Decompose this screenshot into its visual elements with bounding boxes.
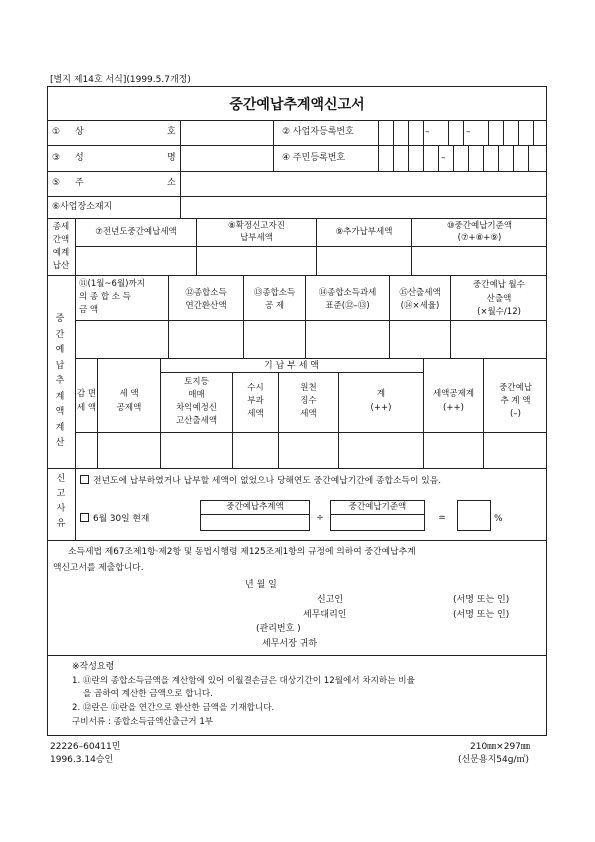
land-gain-tax-field[interactable] [161,433,232,467]
section-side-label: 신고사유 [56,474,66,529]
rule [393,120,394,145]
field-label-num: ① [52,127,61,137]
col-header-land-b: 매매 [188,390,205,400]
monthly-amount-field[interactable] [451,321,546,357]
rule [47,275,547,276]
col-header-land-d: 고산출세액 [175,416,218,426]
additional-tax-field[interactable] [317,247,411,274]
col-header-15b: (⑭×세율) [400,301,440,311]
col-header-13b: 공 제 [264,301,285,311]
income-deduction-field[interactable] [244,321,305,357]
computed-tax-field[interactable] [390,321,450,357]
rule [453,145,454,171]
rule [330,514,425,515]
rule [438,145,439,171]
notes-heading: ※작성요령 [72,662,115,672]
signature-slot-2[interactable]: (서명 또는 인) [453,610,510,620]
col-header-11b: 의 종 합 소 득 [79,292,131,302]
signature-slot-1[interactable]: (서명 또는 인) [453,595,510,605]
form-title: 중간예납추계액신고서 [229,97,365,113]
col-header-land-c: 차익예정신 [175,403,218,413]
interim-base-amount-field[interactable] [412,247,546,274]
col-header-exemption: 감 면 [76,389,97,399]
ratio-percent-field[interactable] [457,500,491,531]
col-header-credit-total: 세액공제계 [432,389,475,399]
field-label-trade-name-end: 호 [167,127,176,137]
reason-option-1[interactable]: 전년도에 납부하였거나 납부할 세액이 없었으나 당해연도 중간예납기간에 종합소득이 있음. [80,475,441,487]
col-header-adhoc: 수시 [247,383,264,393]
dash: – [466,127,471,137]
addressee: 세무서장 귀하 [262,639,318,649]
prior-year-interim-tax-field[interactable] [76,247,196,274]
field-label-trade-name: 상 [75,127,84,137]
field-label-num: ③ [52,153,61,163]
declaration-text-2: 액신고서를 제출합니다. [53,563,144,573]
col-header-9: ⑨추가납부세액 [335,227,393,237]
footer-size: 210㎜×297㎜ [470,742,530,752]
prepaid-tax-header: 기 납 부 세 액 [264,361,319,371]
rule [483,145,484,171]
rule [47,540,547,541]
rule [423,120,424,145]
rule [47,145,547,146]
rule [378,120,379,171]
rule [528,145,529,171]
field-label-name: 성 [75,153,84,163]
col-header-withholding: 원천 [300,383,317,393]
footer-paper: (신문용지54g/㎡) [458,755,529,765]
income-jan-jun-field[interactable] [76,321,168,357]
col-header-11: ⑪(1월~6월)까지 [79,279,145,289]
col-header-estimate-c: (–) [510,409,521,419]
col-header-adhoc-b: 부과 [247,396,264,406]
section-side-label: 종세 간액 예계 납산 [52,222,70,271]
rule [47,120,547,121]
col-header-14b: 표준(⑫–⑬) [325,301,370,311]
rule [75,468,76,540]
col-header-12b: 연간환산액 [185,301,227,311]
rule [448,120,449,145]
form-code: [별지 제14호 서식](1999.5.7개정) [50,75,191,85]
percent-sign: % [494,514,503,524]
col-header-exemption-b: 세 액 [76,403,97,413]
date-line: 년 월 일 [245,580,277,590]
col-header-15: ⑮산출세액 [399,288,441,298]
col-header-10b: (⑦+⑧+⑨) [457,233,502,243]
col-header-adhoc-c: 세액 [247,409,264,419]
field-label-address-end: 소 [167,178,176,188]
tax-agent-label: 세무대리인 [303,610,347,620]
rule [503,120,504,145]
col-header-total: 계 [376,389,386,399]
col-header-7: ⑦전년도중간예납세액 [95,227,177,237]
tax-credit-field[interactable] [98,433,160,467]
address-field[interactable] [181,172,546,195]
rule [75,358,547,359]
col-header-8: ⑧확정신고자진 [228,221,285,231]
col-header-credit-total-b: (++) [443,403,464,413]
checkbox[interactable] [80,513,89,522]
rule [408,145,409,171]
credit-total-field[interactable] [424,433,483,467]
required-documents: 구비서류 : 종합소득금액산출근거 1부 [72,717,214,727]
field-label-biz-reg-no: ② 사업자등록번호 [282,127,354,137]
rule [518,120,519,145]
col-header-13: ⑬종합소득 [253,288,296,298]
col-header-tax-credit: 세 액 [119,389,139,399]
footer-approval: 1996.3.14승인 [50,755,114,765]
ratio-numerator-label: 중간예납추계액 [226,502,284,512]
rule [488,120,489,145]
col-header-12: ⑫종합소득 [185,288,227,298]
section-side-label: 중간예납추계액계산 [55,314,65,448]
col-header-total-b: (++) [370,403,392,413]
rule [498,145,499,171]
trade-name-field[interactable] [181,121,272,144]
col-header-16c: (×월수/12) [477,307,521,317]
ratio-denominator-label: 중간예납기준액 [348,502,407,512]
exemption-field[interactable] [76,433,97,467]
equals-sign: = [438,513,446,523]
rule [513,145,514,171]
management-number: (관리번호 ) [256,624,301,634]
rule [200,514,310,515]
declaration-text: 소득세법 제67조제1항·제2항 및 동법시행령 제125조제1항의 규정에 의하여 중간예납추계 [68,547,416,557]
col-header-estimate: 중간예납 [499,383,532,393]
field-label-num: ⑤ [52,178,61,188]
rule [47,468,547,469]
rule [160,372,423,373]
rule [468,145,469,171]
col-header-estimate-b: 추 계 액 [500,396,531,406]
rule [393,145,394,171]
withholding-tax-field[interactable] [279,433,338,467]
checkbox[interactable] [80,475,89,484]
rule [463,120,464,145]
final-return-tax-field[interactable] [197,247,316,274]
note-1-cont: 을 곱하여 계산한 금액으로 합니다. [83,689,213,699]
rule [47,655,547,656]
col-header-16b: 산출액 [486,294,512,304]
rule [533,120,534,145]
business-location-field[interactable] [181,197,546,217]
field-label-address: 주 [75,178,84,188]
col-header-8b: 납부세액 [240,233,273,243]
interim-estimate-field[interactable] [484,433,546,467]
field-label-name-end: 명 [167,153,176,163]
field-label-business-location: ⑥사업장소재지 [52,202,113,212]
divide-sign: ÷ [316,513,324,523]
col-header-land: 토지등 [184,377,209,387]
rule [423,145,424,171]
prepaid-total-field[interactable] [339,433,423,467]
col-header-10: ⑩중간예납기준액 [446,221,513,231]
annualized-income-field[interactable] [169,321,243,357]
declarant-label: 신고인 [317,595,344,605]
col-header-11c: 금 액 [79,305,99,315]
note-2: 2. ⑫란은 ⑪란을 연간으로 환산한 금액을 기재합니다. [72,703,275,713]
adhoc-tax-field[interactable] [233,433,278,467]
tax-base-field[interactable] [306,321,389,357]
rule [273,120,274,171]
dash: – [425,127,430,137]
col-header-tax-credit-b: 공제액 [116,403,142,413]
col-header-withholding-b: 징수 [300,396,317,406]
col-header-14: ⑭종합소득과세 [318,288,377,298]
note-1: 1. ⑪란의 종합소득금액을 계산함에 있어 이월결손금은 대상기간이 12월에서 차지하는 비율 [72,676,415,686]
footer-code: 22226–60411민 [50,742,121,752]
col-header-16: 중간예납 월수 [473,280,525,290]
rule [47,218,547,219]
rule [408,120,409,145]
name-field[interactable] [181,146,272,170]
col-header-withholding-c: 세액 [300,409,317,419]
dash: – [441,153,446,163]
field-label-resident-no: ④ 주민등록번호 [282,153,346,163]
reason-option-2[interactable]: 6월 30일 현재 [80,513,149,525]
